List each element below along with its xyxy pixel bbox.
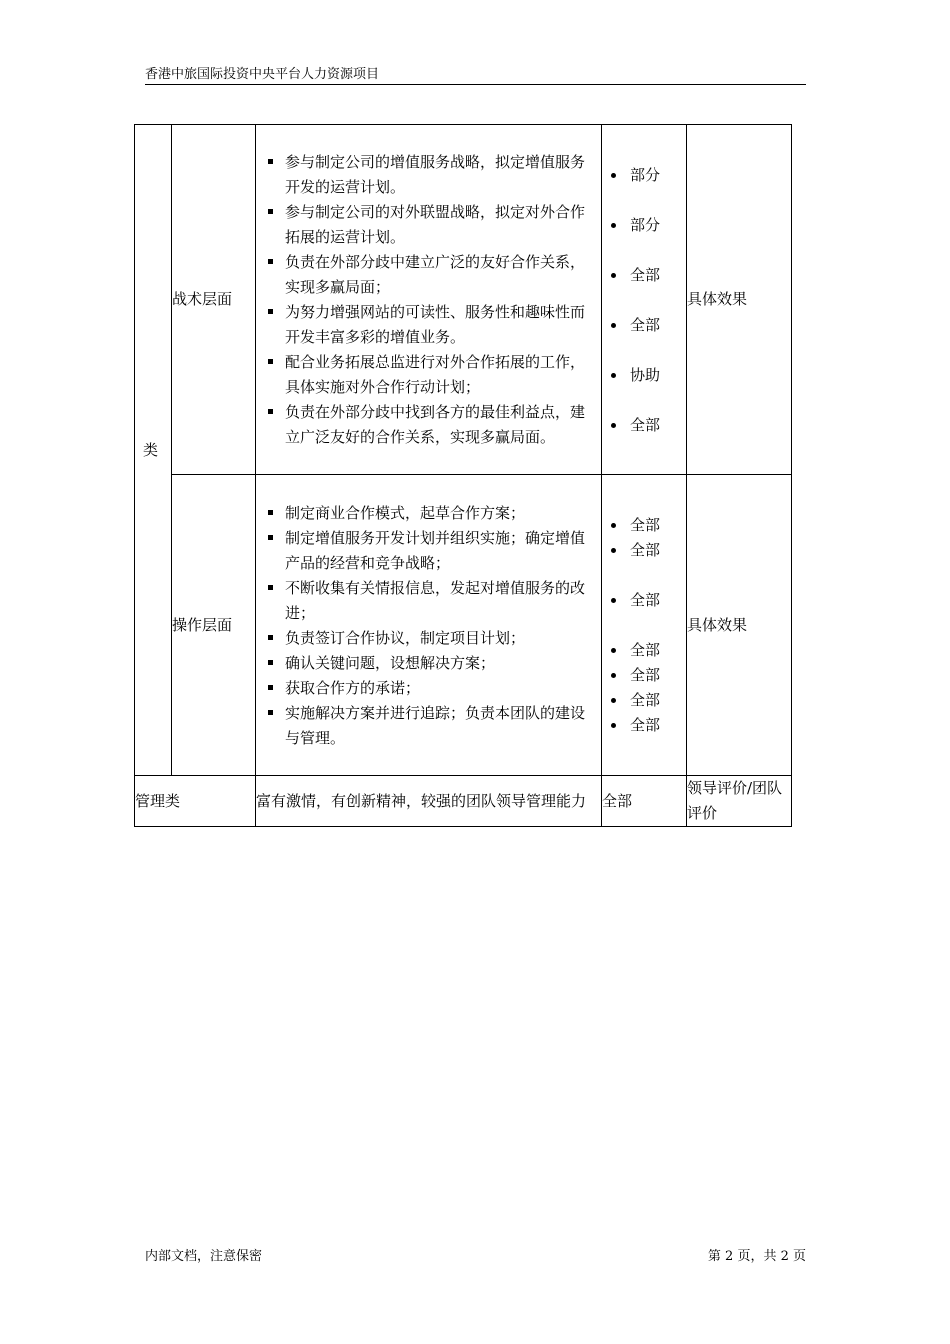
list-item: 全部 xyxy=(602,688,686,713)
footer-confidential: 内部文档，注意保密 xyxy=(145,1249,263,1264)
operational-measure: 具体效果 xyxy=(687,475,792,776)
list-item: 负责在外部分歧中建立广泛的友好合作关系，实现多赢局面； xyxy=(256,250,601,300)
table-row-management xyxy=(135,776,792,827)
list-item: 为努力增强网站的可读性、服务性和趣味性而开发丰富多彩的增值业务。 xyxy=(256,300,601,350)
list-item: 全部 xyxy=(602,263,686,288)
list-item: 部分 xyxy=(602,163,686,188)
tactical-measure: 具体效果 xyxy=(687,125,792,475)
list-item: 负责在外部分歧中找到各方的最佳利益点，建立广泛友好的合作关系，实现多赢局面。 xyxy=(256,400,601,450)
list-item: 全部 xyxy=(602,538,686,563)
management-desc: 富有激情，有创新精神，较强的团队领导管理能力 xyxy=(256,776,602,827)
list-item: 全部 xyxy=(602,663,686,688)
list-item: 全部 xyxy=(602,313,686,338)
list-item: 参与制定公司的对外联盟战略，拟定对外合作拓展的运营计划。 xyxy=(256,200,601,250)
list-item: 全部 xyxy=(602,588,686,613)
list-item: 实施解决方案并进行追踪；负责本团队的建设与管理。 xyxy=(256,701,601,751)
list-item: 制定商业合作模式，起草合作方案； xyxy=(256,501,601,526)
list-item: 配合业务拓展总监进行对外合作拓展的工作，具体实施对外合作行动计划； xyxy=(256,350,601,400)
list-item: 制定增值服务开发计划并组织实施；确定增值产品的经营和竞争战略； xyxy=(256,526,601,576)
list-item: 部分 xyxy=(602,213,686,238)
table-row-tactical xyxy=(135,125,792,475)
tactical-degrees xyxy=(602,125,687,475)
operational-degrees xyxy=(602,475,687,776)
management-degree: 全部 xyxy=(602,776,687,827)
list-item: 负责签订合作协议，制定项目计划； xyxy=(256,626,601,651)
management-measure: 领导评价/团队评价 xyxy=(687,776,792,827)
management-label: 管理类 xyxy=(135,776,256,827)
category-cell: 类 xyxy=(135,125,172,776)
page-header: 香港中旅国际投资中央平台人力资源项目 xyxy=(145,66,806,85)
list-item: 全部 xyxy=(602,513,686,538)
list-item: 协助 xyxy=(602,363,686,388)
list-item: 全部 xyxy=(602,638,686,663)
tactical-items xyxy=(256,125,602,475)
responsibility-table xyxy=(134,124,792,827)
tactical-label: 战术层面 xyxy=(172,125,256,475)
operational-items xyxy=(256,475,602,776)
operational-label: 操作层面 xyxy=(172,475,256,776)
table-row-operational xyxy=(135,475,792,776)
list-item: 全部 xyxy=(602,713,686,738)
list-item: 不断收集有关情报信息，发起对增值服务的改进； xyxy=(256,576,601,626)
list-item: 获取合作方的承诺； xyxy=(256,676,601,701)
list-item: 确认关键问题，设想解决方案； xyxy=(256,651,601,676)
list-item: 参与制定公司的增值服务战略，拟定增值服务开发的运营计划。 xyxy=(256,150,601,200)
list-item: 全部 xyxy=(602,413,686,438)
footer-page-number: 第 2 页，共 2 页 xyxy=(707,1249,806,1264)
